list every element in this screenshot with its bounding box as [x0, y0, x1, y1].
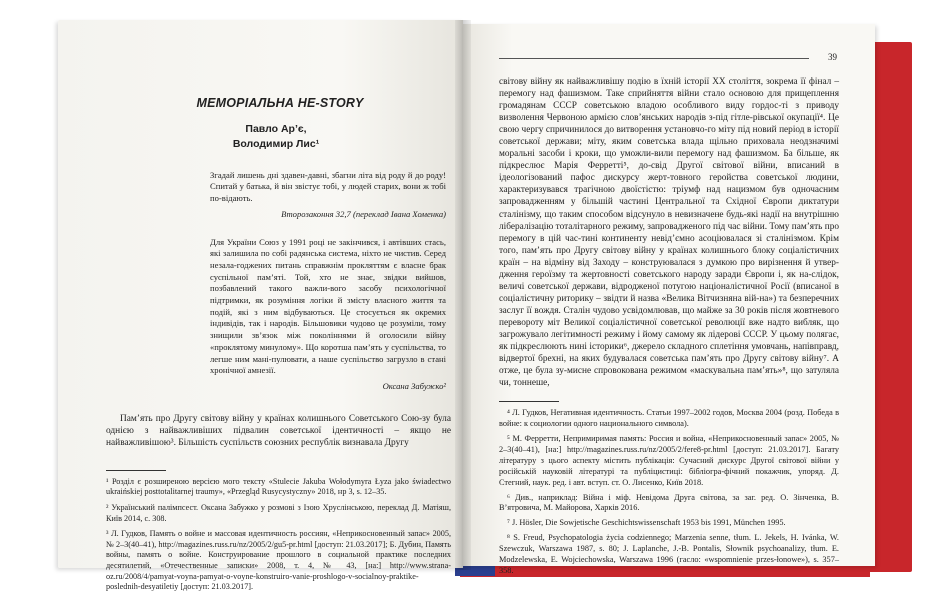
footnote-1: ¹ Розділ є розширеною версією мого тексту «Stulecie Jakuba Wołodymyra Łyza jako świadectwo ukraińskiej posttotalitarnej traumy», «Przegląd Rusycystyczny» 2018, нр 3, s. 12–35. [106, 476, 451, 497]
footnote-3: ³ Л. Гудков, Память о войне и массовая идентичность россиян, «Неприкосновенный запас» 2005, № 2–3(40–41), http://magazines.russ.ru/nz/2005/2/gu5-pr.html [доступ: 21.03.2017]; Б. Дубин, Память войны, память о войне. Конструирование прошлого в социальной практике последних десятилетий, «Отечественные записки» 2008, т. 4, № 43, [на:] http://www.strana-oz.ru/2008/4/pamyat-voyna-pamyat-o-voyne-konstruiro-vanie-proshlogo-v-socialnoy-praktike-poslednih-desyatiletiy [доступ: 21.03.2017]. [106, 529, 451, 592]
epigraph-1-text: Згадай лишень дні здавен-давні, збагни літа від роду й до роду! Спитай у батька, й він звістує тобі, у людей старих, вони ж тобі по-відають. [210, 169, 446, 204]
page-number: 39 [828, 52, 837, 62]
epigraph-2-text: Для України Союз у 1991 році не закінчився, і автівших стась, які залишила по собі радянська система, ніхто не чистив. Серед незала-годжених питань справжнім прокляттям є власне брак суспільної пам’яті. Той, хто не знає, звідки вийшов, позбавлений такого важли-вого засобу психологічної підтримки, як розуміння логіки й змісту власного життя та подій, які з ним відбуваються. Це стосується як окремих індивідів, так і народів. Більшовики чудово це розуміли, тому знищили зв’язок між поколіннями й оголосили війну «проклятому минулому». Що коротша пам’ять у суспільства, то легше ним мані-пулювати, а наше суспільство загрузло в стані хронічної амнезії. [210, 236, 446, 376]
footnote-8: ⁸ S. Freud, Psychopatologia życia codziennego; Marzenia senne, tłum. L. Jekels, H. Ivánka, W. Szewczuk, Warszawa 1987, s. 80; J. Laplanche, J.-B. Pontalis, Słownik psychoanalizy, tłum. E. Modzelewska, E. Wojciechowska, Warszawa 1996 (гасло: «wspomnienie przes-łonowe»), s. 357–358. [499, 533, 839, 575]
footnote-5: ⁵ М. Ферретти, Непримиримая память: Россия и война, «Неприкосновенный запас» 2005, № 2–3(40–41), [на:] http://magazines.russ.ru/nz/2005/2/fere8-pr.html [доступ: 21.03.2017]. Багату літературу з цього аспекту містить публікація: Сучасний дискурс Другої світової війни у російській науковій літературі та публіцистиці: бібліогра-фічний покажчик, упоряд. Д. Стегний, наук. ред. і авт. вступ. ст. О. Лисенко, Київ 2018. [499, 434, 839, 487]
epigraph-1 [210, 170, 446, 221]
footnote-6: ⁶ Див., наприклад: Війна і міф. Невідома Друга світова, за заг. ред. О. Зінченка, В. В’ятровича, М. Майорова, Харків 2016. [499, 492, 839, 513]
footnote-7: ⁷ J. Hösler, Die Sowjetische Geschichtswissenschaft 1953 bis 1991, München 1995. [507, 518, 786, 528]
epigraph-2 [210, 237, 446, 393]
body-text: світову війну як найважливішу подію в їхній історії XX століття, зокрема її фінал – перемогу над фашизмом. Таке сприйняття війни стало основою для прищеплення громадянам СССР советською владою особливого виду гордос-ті з приводу визволення Червоною армією слов’янських народів з-під гітле-рівської окупації⁴. Це свою чергу спричинилося до витворення установчо-го міту під новий період в історії советської держави; міту, яким советська влада щільно приховала неодзначимі моральні засоби і кроки, що уможли-вили перемогу над фашизмом. Ба більше, як підкреслює Марія Ферретті⁵, до-свід Другої світової війни, вписаний в ідеологізований пафос дискурсу жерт-товного геройства советської людини, характеризувався трагічною двоїстістю: тріумф над нацизмом був одночасним запровадженням у більшій частині Центральної та Східної Європи диктатури сталінізму, що таким способом відсунуло в невизначене будь-які надії на внутрішню лібералізацію тоталітарного режиму, запровадженого під час війни. Тому пам’ять про перемогу в цій час-тині континенту невідʼємно асоціювалася зі сталінізмом. Крім того, пам’ять про Другу світову війну у країнах колишнього блоку соціалістичних країн – на відміну від Заходу – конструювалася з думкою про вирізнення й утвер-дження героїзму та жертовності советського народу заради Європи і, як на-слідок, величі советської держави, відродженої потугою націоналістичної Росії (вписаної в соціалістичну риторику – звідти й назва «Велика Вітчизняна вій-на») та безперечних заслуг її вождя. Сталін чудово усвідомлював, що майже за 30 років після жовтневого перевороту міт Великої соціалістичної советської революції вже надто вибляк, що загрожувало легітимності режиму і йому самому як лідерові СССР. У цьому полягає, як підкреслюють нині історики⁶, джерело складного сплетіння умовчань, напівправд, відвертої брехні, на яких будувалася советська пам’ять про Другу світову війну⁷. А отже, це була зу-мисне спровокована режимом «маскувальна пам’ять»⁸, що затуляла чи, тоннеше, [499, 77, 839, 389]
right-page [463, 24, 875, 575]
epigraph-1-source: Второзаконня 32,7 (переклад Івана Хоменка) [281, 208, 446, 219]
author-2: Володимир Лис¹ [232, 137, 320, 150]
left-page [58, 20, 463, 592]
main-paragraph: Пам’ять про Другу світову війну у країнах колишнього Советського Сою-зу була однією з найважливіших підвалин советської ідентичності – якщо не найважливішою³. Більшість суспільств союзних республік визнавала Другу [106, 413, 451, 449]
footnote-divider [106, 470, 166, 471]
footnote-2: ² Український палімпсест. Оксана Забужко у розмові з Ізою Хруслінською, переклад Д. Матіяш, Київ 2014, с. 308. [106, 503, 451, 523]
footnote-divider [499, 401, 559, 402]
epigraph-2-source: Оксана Забужко² [382, 380, 446, 391]
book-gutter [455, 20, 471, 570]
author-1: Павло Ар’є, [245, 122, 307, 135]
chapter-title: МЕМОРІАЛЬНА HE-STORY [196, 96, 364, 110]
footnote-4: ⁴ Л. Гудков, Негативная идентичность. Статьи 1997–2002 годов, Москва 2004 (розд. Победа в войне: к социологии одного национального символа). [499, 408, 839, 429]
authors [106, 122, 446, 152]
